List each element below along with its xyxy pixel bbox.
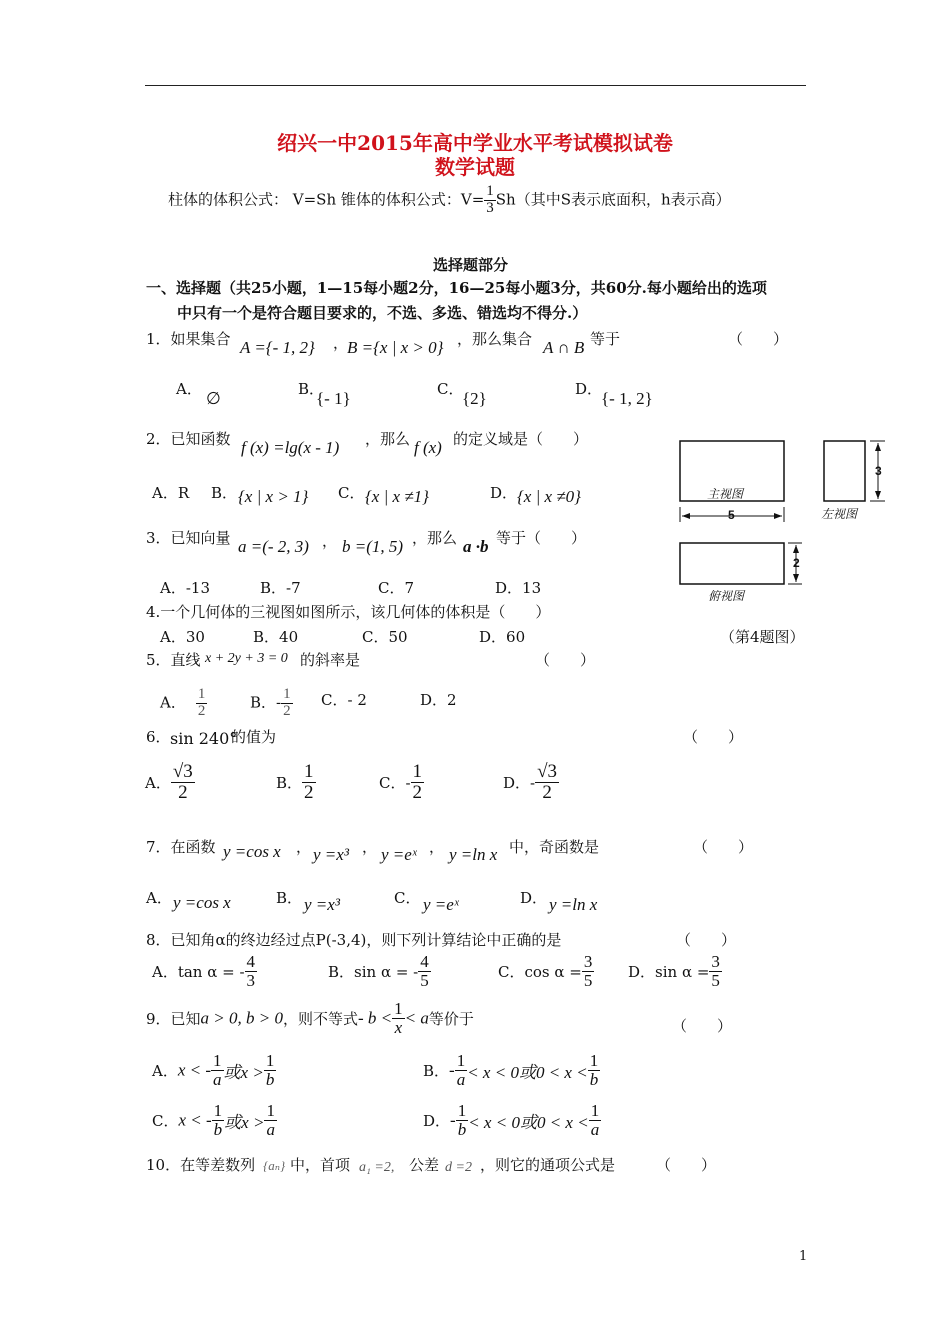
q9-option-c: C．x < - $\frac{1}{b}$ 或x > $\frac{1}{a}$: [152, 1101, 275, 1139]
q10-mid2: 公差: [409, 1156, 440, 1174]
q7-sep-3: ，: [429, 838, 445, 856]
question-2: 2．已知函数: [146, 430, 231, 448]
q1-option-a-label: A．: [176, 380, 202, 398]
q8-option-d-fraction: $\frac{3}{5}$: [711, 952, 720, 990]
q9-option-b: B．- $\frac{1}{a}$ < x < 0或0 < x < $\frac{1}{b}$: [423, 1051, 599, 1089]
question-7: 7．在函数: [146, 838, 216, 856]
volume-formula: [168, 184, 731, 217]
q3-option-b: B．-7: [260, 579, 301, 597]
dim-5-arrow-left: [682, 513, 690, 519]
q6-option-a-fraction: $\frac{√3}{2}$: [172, 761, 193, 803]
top-view-label: 俯视图: [708, 589, 745, 603]
q1-set-b: B ={x | x > 0}: [347, 338, 444, 357]
q5-option-b: B．- $\frac{1}{2}$: [250, 686, 291, 719]
q8-option-c: C．cos α = $\frac{3}{5}$: [498, 952, 593, 990]
q3-mid: ，那么: [412, 529, 458, 547]
dim-depth-label: 2: [793, 556, 800, 570]
q7-f2: y =x³: [313, 845, 349, 864]
q6-option-b-fraction: $\frac{1}{2}$: [304, 761, 314, 803]
q8-option-a: A．tan α = - $\frac{4}{3}$: [152, 952, 256, 990]
q7-f3: y =eˣ: [381, 845, 417, 864]
q10-d: d =2: [445, 1160, 472, 1175]
dim-3-arrow-bottom: [875, 491, 881, 499]
q1-option-d: {- 1, 2}: [601, 389, 653, 408]
page-number: 1: [799, 1249, 808, 1264]
q2-suffix: 的定义域是（ ）: [453, 430, 589, 448]
q5-suffix: 的斜率是: [300, 651, 361, 669]
q6-option-c-fraction: $\frac{1}{2}$: [412, 761, 423, 803]
q1-answer-paren: （ ）: [728, 330, 789, 348]
q9-option-a: A．x < - $\frac{1}{a}$ 或x > $\frac{1}{b}$: [152, 1051, 275, 1089]
formula-fraction: $\frac{1}{3}$: [486, 183, 494, 216]
q7-option-a: y =cos x: [173, 893, 231, 912]
q9-fraction: $\frac{1}{x}$: [394, 999, 403, 1037]
formula-prefix: 柱体的体积公式： V=Sh 锥体的体积公式：V=: [168, 190, 485, 209]
q8-option-d: D．sin α = $\frac{3}{5}$: [628, 952, 720, 990]
q1-option-d-label: D．: [575, 380, 603, 398]
q7-option-a-label: A．: [146, 889, 172, 907]
dim-height-label: 3: [875, 464, 882, 478]
section-instructions-1: 一、选择题（共25小题，1—15每小题2分，16—25每小题3分，共60分.每小题给出的选项: [146, 279, 767, 297]
q10-suffix: ，则它的通项公式是: [480, 1156, 616, 1174]
q6-suffix: 的值为: [231, 728, 277, 746]
q7-option-b-label: B．: [276, 889, 303, 907]
q10-mid: 中，首项: [290, 1156, 351, 1174]
q10-a1: a₁ =2,: [359, 1160, 395, 1175]
front-view-label: 主视图: [707, 487, 744, 501]
exam-subtitle: 数学试题: [435, 155, 515, 179]
formula-suffix: Sh（其中S表示底面积，h表示高）: [495, 190, 731, 209]
q7-sep-1: ，: [296, 838, 312, 856]
q2-mid: ，那么: [365, 430, 411, 448]
q7-option-c: y =eˣ: [423, 895, 459, 914]
q8-option-a-fraction: $\frac{4}{3}$: [246, 952, 256, 990]
q2-option-d: {x | x ≠0}: [517, 487, 581, 506]
q5-answer-paren: （ ）: [535, 651, 596, 669]
q1-comma: ，: [333, 334, 349, 352]
q7-f1: y =cos x: [223, 842, 281, 861]
q10-sequence: {aₙ}: [263, 1158, 286, 1173]
q6-expression: sin 240°: [170, 729, 238, 748]
q6-option-d-fraction: $\frac{√3}{2}$: [537, 761, 558, 803]
dim-3-arrow-top: [875, 443, 881, 451]
question-3: 3．已知向量: [146, 529, 231, 547]
q9-ineq-right: < a: [404, 1008, 429, 1028]
q9-option-d: D．- $\frac{1}{b}$ < x < 0或0 < x < $\frac{1}{a}$: [423, 1101, 600, 1139]
question-6: 6．: [146, 728, 171, 746]
q5-option-a-fraction: $\frac{1}{2}$: [197, 686, 206, 719]
q1-option-b-label: B．: [298, 380, 325, 398]
part-title: 选择题部分: [433, 256, 509, 274]
question-8: 8．已知角α的终边经过点P(-3,4)，则下列计算结论中正确的是: [146, 931, 562, 949]
q7-suffix: 中，奇函数是: [509, 838, 600, 856]
side-view-label: 左视图: [821, 507, 858, 521]
q5-option-a: A． $\frac{1}{2}$: [160, 686, 206, 719]
dim-2-arrow-top: [793, 545, 799, 553]
q6-option-d: D．- $\frac{√3}{2}$: [503, 761, 558, 803]
top-rule: [145, 85, 806, 86]
q3-vector-b: b =(1, 5): [342, 537, 404, 556]
q7-option-c-label: C．: [394, 889, 421, 907]
q1-option-c-label: C．: [437, 380, 464, 398]
q4-option-b: B．40: [253, 628, 299, 646]
section-instructions-2: 中只有一个是符合题目要求的，不选、多选、错选均不得分.）: [177, 304, 588, 322]
q2-option-c: {x | x ≠1}: [365, 487, 429, 506]
q6-option-b: B． $\frac{1}{2}$: [276, 761, 314, 803]
question-5: 5．直线: [146, 651, 201, 669]
q2-option-a: A．R: [152, 484, 190, 502]
q3-option-c: C．7: [378, 579, 415, 597]
three-view-figure: [670, 432, 900, 612]
q6-answer-paren: （ ）: [683, 728, 744, 746]
q4-figure-caption: （第4题图）: [720, 628, 805, 646]
q7-option-d: y =ln x: [549, 895, 598, 914]
exam-title: 绍兴一中2015年高中学业水平考试模拟试卷: [277, 131, 673, 155]
side-view-rect: [824, 441, 865, 501]
q7-f4: y =ln x: [449, 845, 498, 864]
q2-option-b: {x | x > 1}: [238, 487, 309, 506]
q2-fx: f (x): [414, 438, 442, 457]
q9-condition: a > 0, b > 0: [200, 1008, 283, 1028]
q7-option-b: y =x³: [304, 895, 340, 914]
q8-option-b-fraction: $\frac{4}{5}$: [420, 952, 429, 990]
q3-comma: ，: [322, 532, 338, 550]
q5-option-b-fraction: $\frac{1}{2}$: [283, 686, 291, 719]
q5-equation: x + 2y + 3 = 0: [205, 651, 288, 666]
q1-mid: ，那么集合: [457, 330, 533, 348]
q5-option-c: C．- 2: [321, 691, 367, 709]
q6-option-a: A． $\frac{√3}{2}$: [145, 761, 193, 803]
q1-suffix: 等于: [590, 330, 621, 348]
q8-option-b: B．sin α = - $\frac{4}{5}$: [328, 952, 429, 990]
dim-2-arrow-bottom: [793, 574, 799, 582]
q1-option-a: ∅: [206, 389, 221, 408]
dim-5-arrow-right: [774, 513, 782, 519]
q4-option-c: C．50: [362, 628, 408, 646]
q3-suffix: 等于（ ）: [496, 529, 587, 547]
question-10: 10．在等差数列: [146, 1156, 256, 1174]
dim-width-label: 5: [728, 508, 735, 522]
q4-option-a: A．30: [160, 628, 205, 646]
q6-option-c: C．- $\frac{1}{2}$: [379, 761, 423, 803]
q7-answer-paren: （ ）: [693, 838, 754, 856]
q2-function: f (x) =lg(x - 1): [241, 438, 340, 457]
q1-expr: A ∩ B: [543, 338, 585, 357]
question-9: 9．已知a > 0, b > 0，则不等式- b < $\frac{1}{x}$ < a等价于: [146, 999, 474, 1037]
q1-set-a: A ={- 1, 2}: [240, 338, 315, 357]
q3-option-d: D．13: [495, 579, 542, 597]
q9-answer-paren: （ ）: [672, 1017, 733, 1035]
q4-option-d: D．60: [479, 628, 526, 646]
q9-ineq-left: - b <: [358, 1008, 393, 1028]
q8-answer-paren: （ ）: [676, 931, 737, 949]
question-4: 4.一个几何体的三视图如图所示，该几何体的体积是（ ）: [146, 603, 551, 621]
q1-option-b: {- 1}: [316, 389, 351, 408]
q2-option-d-label: D．: [490, 484, 518, 502]
q10-answer-paren: （ ）: [656, 1156, 717, 1174]
q7-option-d-label: D．: [520, 889, 548, 907]
q8-option-c-fraction: $\frac{3}{5}$: [583, 952, 593, 990]
q5-option-d: D．2: [420, 691, 457, 709]
q2-option-b-label: B．: [211, 484, 238, 502]
q3-dot-product: a ·b: [463, 537, 489, 556]
q3-vector-a: a =(- 2, 3): [238, 537, 309, 556]
q7-sep-2: ，: [362, 838, 378, 856]
q1-option-c: {2}: [462, 389, 487, 408]
q2-option-c-label: C．: [338, 484, 365, 502]
question-1: 1．如果集合: [146, 330, 231, 348]
q3-option-a: A．-13: [160, 579, 210, 597]
top-view-rect: [680, 543, 784, 584]
